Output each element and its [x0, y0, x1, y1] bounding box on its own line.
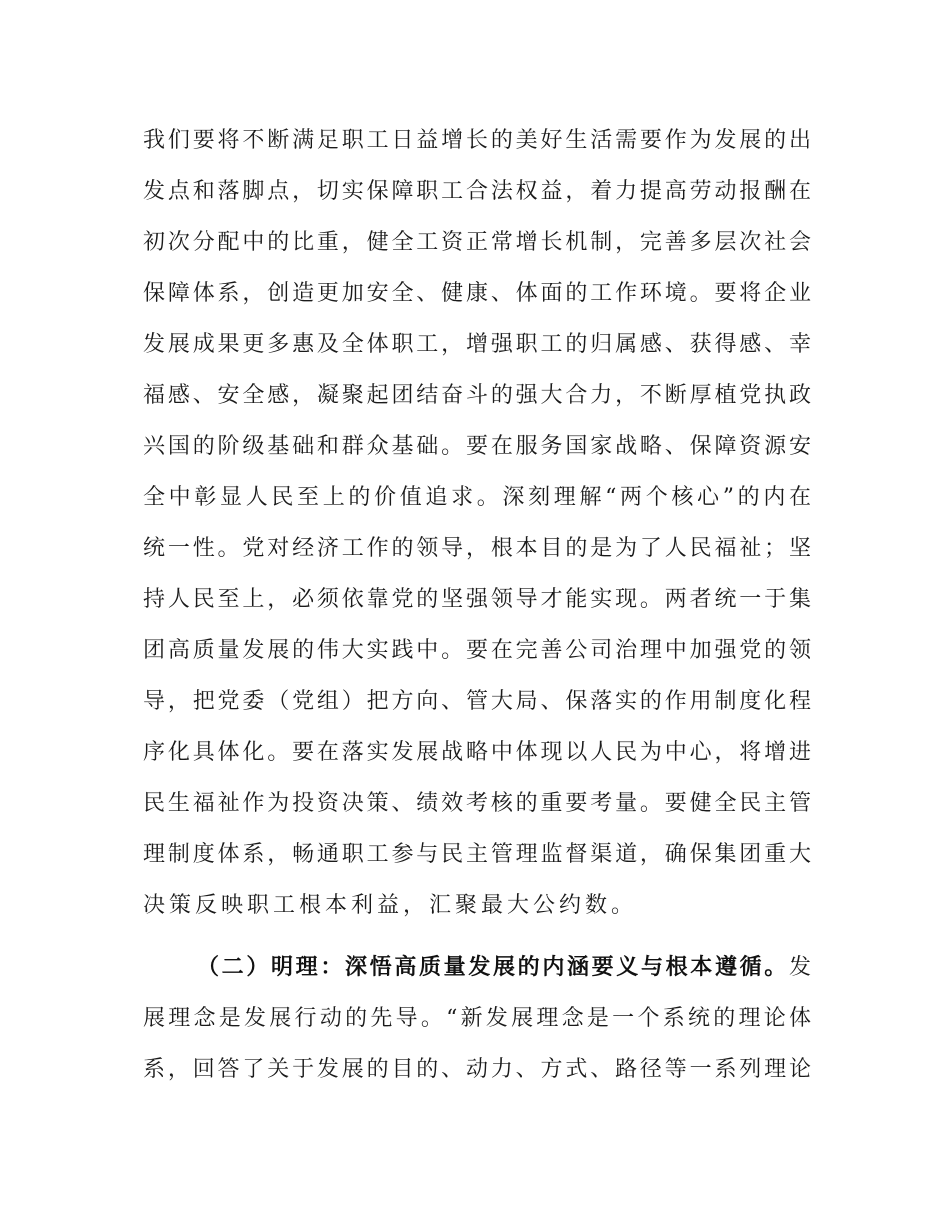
paragraph-2-line-1-tail: 发 — [788, 955, 811, 980]
paragraph-1-line-13: 序化具体化。要在落实发展战略中体现以人民为中心，将增进 — [143, 740, 811, 765]
paragraph-1-line-7: 兴国的阶级基础和群众基础。要在服务国家战略、保障资源安 — [143, 434, 811, 459]
paragraph-1-line-11: 团高质量发展的伟大实践中。要在完善公司治理中加强党的领 — [143, 638, 811, 663]
paragraph-1-line-4: 保障体系，创造更加安全、健康、体面的工作环境。要将企业 — [143, 281, 811, 306]
paragraph-1-line-5: 发展成果更多惠及全体职工，增强职工的归属感、获得感、幸 — [143, 332, 811, 357]
paragraph-1-line-15: 理制度体系，畅通职工参与民主管理监督渠道，确保集团重大 — [143, 842, 811, 867]
paragraph-2-line-2: 展理念是发展行动的先导。“新发展理念是一个系统的理论体 — [143, 1006, 811, 1031]
paragraph-1-line-1: 我们要将不断满足职工日益增长的美好生活需要作为发展的出 — [143, 128, 811, 153]
paragraph-2-heading-line — [197, 948, 811, 988]
section-heading: （二）明理：深悟高质量发展的内涵要义与根本遵循。 — [197, 955, 789, 980]
paragraph-1-line-9: 统一性。党对经济工作的领导，根本目的是为了人民福祉；坚 — [143, 536, 811, 561]
paragraph-1-line-16: 决策反映职工根本利益，汇聚最大公约数。 — [143, 893, 638, 918]
paragraph-1-line-10: 持人民至上，必须依靠党的坚强领导才能实现。两者统一于集 — [143, 587, 811, 612]
paragraph-1-line-12: 导，把党委（党组）把方向、管大局、保落实的作用制度化程 — [143, 689, 811, 714]
paragraph-1-line-3: 初次分配中的比重，健全工资正常增长机制，完善多层次社会 — [143, 230, 811, 255]
paragraph-2-line-3: 系，回答了关于发展的目的、动力、方式、路径等一系列理论 — [143, 1057, 811, 1082]
paragraph-1-line-8: 全中彰显人民至上的价值追求。深刻理解“两个核心”的内在 — [143, 485, 811, 510]
paragraph-1-line-14: 民生福祉作为投资决策、绩效考核的重要考量。要健全民主管 — [143, 791, 811, 816]
paragraph-1-line-2: 发点和落脚点，切实保障职工合法权益，着力提高劳动报酬在 — [143, 179, 811, 204]
paragraph-1-line-6: 福感、安全感，凝聚起团结奋斗的强大合力，不断厚植党执政 — [143, 383, 811, 408]
